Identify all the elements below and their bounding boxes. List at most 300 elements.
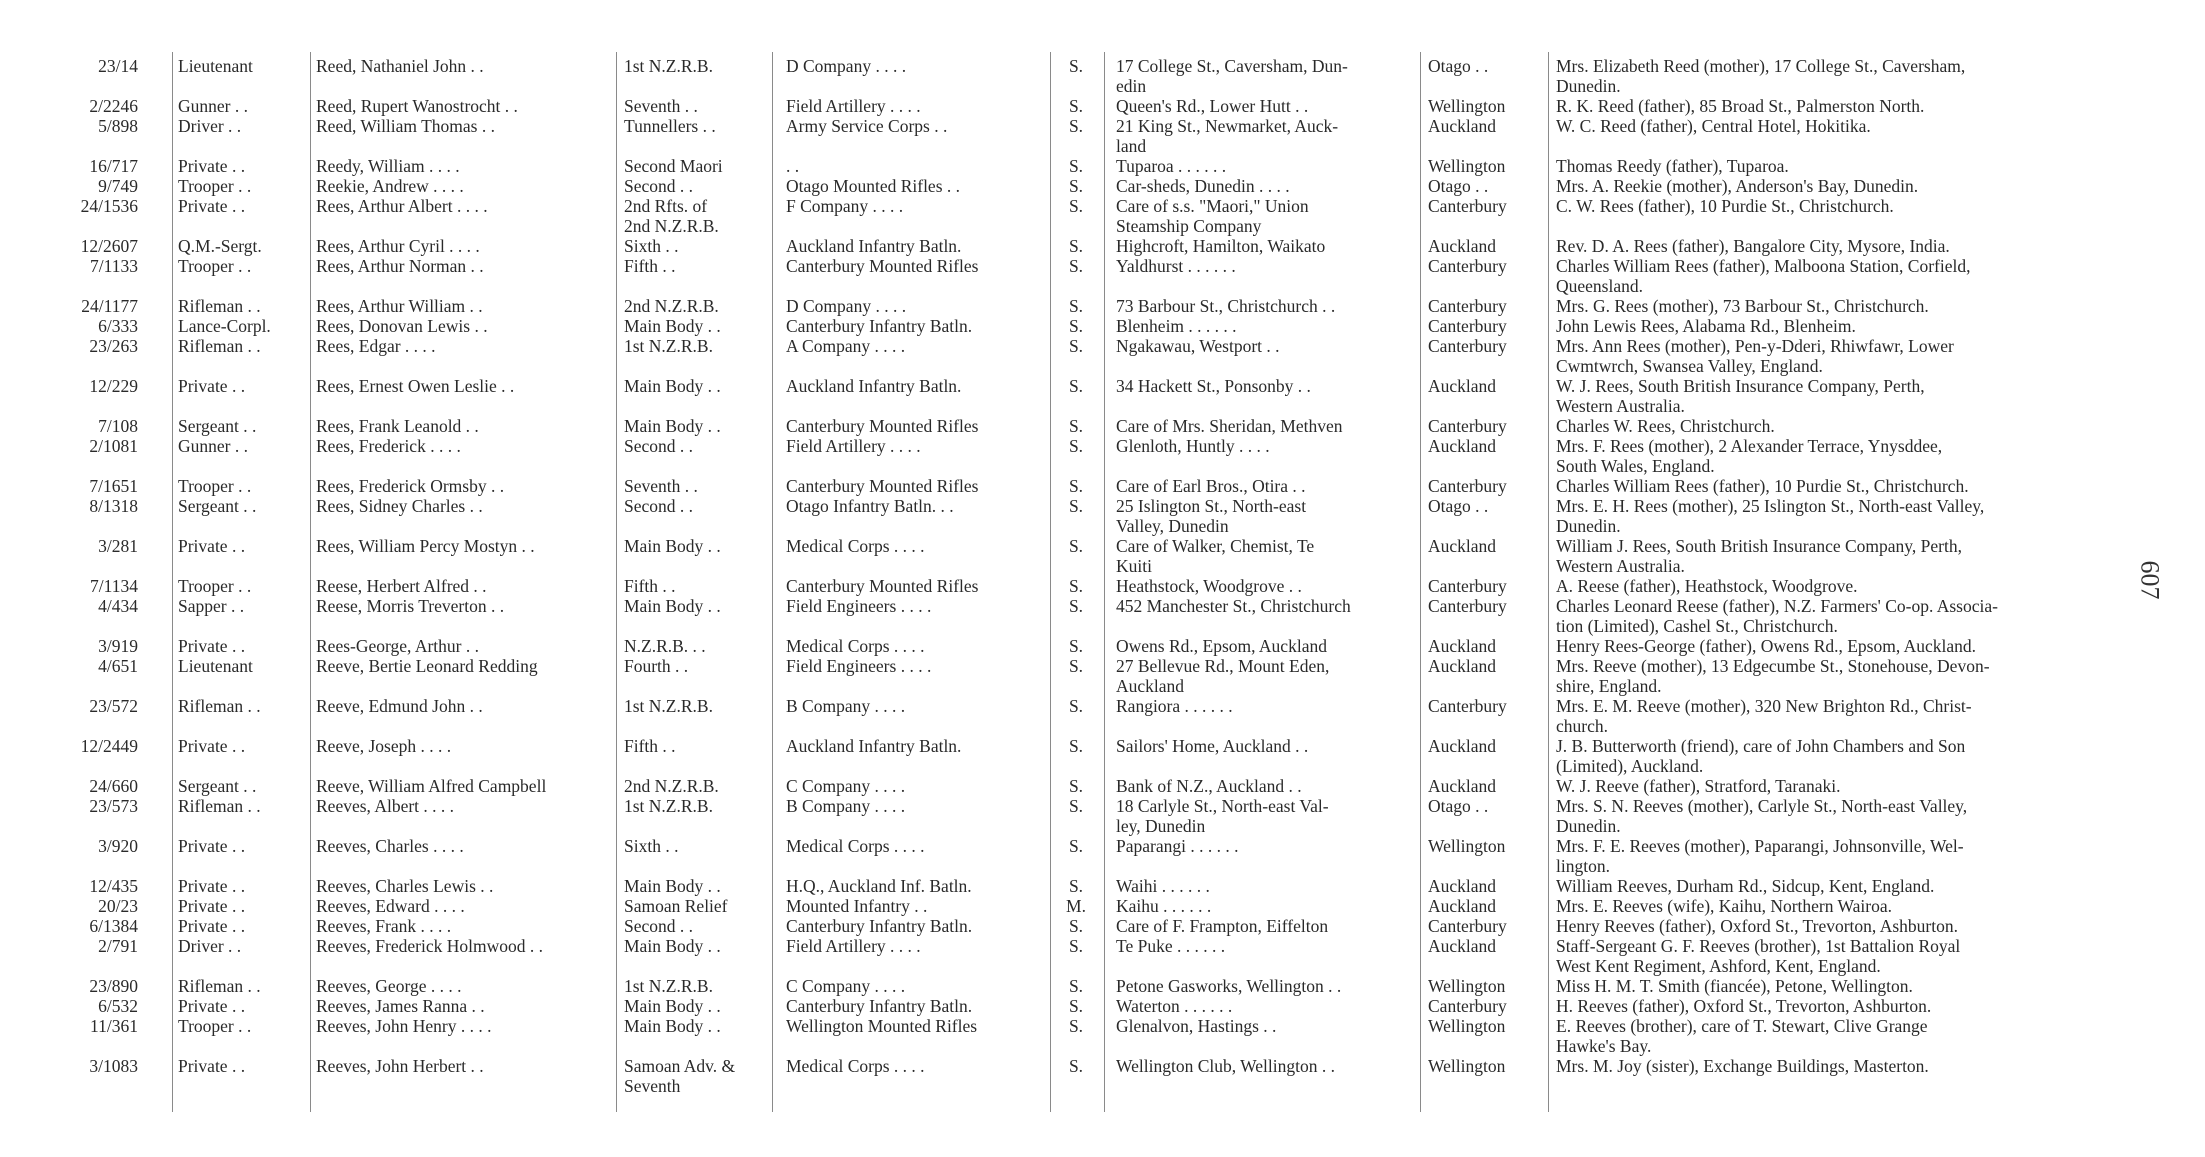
- draft-unit: 1st N.Z.R.B.: [624, 56, 713, 76]
- next-of-kin: H. Reeves (father), Oxford St., Trevorton, Ashburton.: [1556, 996, 1932, 1016]
- soldier-name: Reekie, Andrew . . . .: [316, 176, 464, 196]
- last-address: Kaihu . . . . . .: [1116, 896, 1212, 916]
- service-number: 2/2246: [89, 96, 138, 116]
- marital-status: S.: [1068, 176, 1084, 196]
- service-number: 11/361: [90, 1016, 138, 1036]
- district: Wellington: [1428, 836, 1506, 856]
- column-rule: [1420, 52, 1421, 1112]
- district: Canterbury: [1428, 336, 1507, 356]
- rank: Private . .: [178, 1056, 246, 1076]
- service-number: 7/108: [98, 416, 138, 436]
- company-corps: Canterbury Mounted Rifles: [786, 256, 979, 276]
- next-of-kin: Charles Leonard Reese (father), N.Z. Farmers' Co-op. Associa- tion (Limited), Cashel St., Christchurch.: [1556, 596, 1998, 636]
- last-address: Wellington Club, Wellington . .: [1116, 1056, 1336, 1076]
- soldier-name: Rees, Arthur Albert . . . .: [316, 196, 488, 216]
- draft-unit: 2nd Rfts. of 2nd N.Z.R.B.: [624, 196, 719, 236]
- rank: Private . .: [178, 896, 246, 916]
- rank: Q.M.-Sergt.: [178, 236, 262, 256]
- company-corps: Mounted Infantry . .: [786, 896, 928, 916]
- next-of-kin: William J. Rees, South British Insurance Company, Perth, Western Australia.: [1556, 536, 1962, 576]
- soldier-name: Rees, Frank Leanold . .: [316, 416, 479, 436]
- draft-unit: Second Maori: [624, 156, 723, 176]
- marital-status: S.: [1068, 156, 1084, 176]
- rank: Private . .: [178, 376, 246, 396]
- rank: Private . .: [178, 916, 246, 936]
- rank: Private . .: [178, 156, 246, 176]
- next-of-kin: Charles William Rees (father), Malboona Station, Corfield, Queensland.: [1556, 256, 1971, 296]
- rank: Rifleman . .: [178, 296, 261, 316]
- company-corps: Canterbury Mounted Rifles: [786, 476, 979, 496]
- last-address: Waterton . . . . . .: [1116, 996, 1233, 1016]
- service-number: 4/651: [98, 656, 138, 676]
- company-corps: Canterbury Mounted Rifles: [786, 416, 979, 436]
- soldier-name: Reed, Rupert Wanostrocht . .: [316, 96, 518, 116]
- district: Canterbury: [1428, 316, 1507, 336]
- soldier-name: Reeves, John Herbert . .: [316, 1056, 484, 1076]
- rank: Trooper . .: [178, 476, 252, 496]
- district: Auckland: [1428, 876, 1497, 896]
- marital-status: S.: [1068, 376, 1084, 396]
- soldier-name: Reed, William Thomas . .: [316, 116, 495, 136]
- service-number: 23/573: [89, 796, 138, 816]
- district: Auckland: [1428, 656, 1497, 676]
- service-number: 12/2449: [80, 736, 138, 756]
- service-number: 2/1081: [89, 436, 138, 456]
- service-number: 24/1177: [81, 296, 138, 316]
- rank: Driver . .: [178, 116, 242, 136]
- next-of-kin: Mrs. G. Rees (mother), 73 Barbour St., Christchurch.: [1556, 296, 1929, 316]
- rank: Lieutenant: [178, 656, 253, 676]
- next-of-kin: Staff-Sergeant G. F. Reeves (brother), 1st Battalion Royal West Kent Regiment, Ashford, Kent, England.: [1556, 936, 1961, 976]
- service-number: 3/281: [98, 536, 138, 556]
- rank: Trooper . .: [178, 256, 252, 276]
- company-corps: Field Engineers . . . .: [786, 656, 932, 676]
- company-corps: Medical Corps . . . .: [786, 1056, 925, 1076]
- company-corps: Auckland Infantry Batln.: [786, 736, 962, 756]
- rank: Gunner . .: [178, 436, 248, 456]
- company-corps: Army Service Corps . .: [786, 116, 948, 136]
- rank: Trooper . .: [178, 576, 252, 596]
- district: Wellington: [1428, 1056, 1506, 1076]
- last-address: 73 Barbour St., Christchurch . .: [1116, 296, 1336, 316]
- last-address: Owens Rd., Epsom, Auckland: [1116, 636, 1327, 656]
- district: Wellington: [1428, 156, 1506, 176]
- draft-unit: Second . .: [624, 916, 694, 936]
- district: Auckland: [1428, 236, 1497, 256]
- rank: Private . .: [178, 876, 246, 896]
- service-number: 20/23: [98, 896, 138, 916]
- rank: Private . .: [178, 196, 246, 216]
- column-rule: [172, 52, 173, 1112]
- service-number: 7/1651: [89, 476, 138, 496]
- soldier-name: Reeves, John Henry . . . .: [316, 1016, 492, 1036]
- last-address: Care of F. Frampton, Eiffelton: [1116, 916, 1329, 936]
- rank: Lance-Corpl.: [178, 316, 271, 336]
- service-number: 3/920: [98, 836, 138, 856]
- soldier-name: Reeve, Edmund John . .: [316, 696, 483, 716]
- district: Auckland: [1428, 376, 1497, 396]
- next-of-kin: Mrs. Ann Rees (mother), Pen-y-Dderi, Rhiwfawr, Lower Cwmtwrch, Swansea Valley, England.: [1556, 336, 1954, 376]
- service-number: 23/14: [98, 56, 138, 76]
- marital-status: S.: [1068, 1016, 1084, 1036]
- company-corps: D Company . . . .: [786, 296, 907, 316]
- service-number: 12/435: [89, 876, 138, 896]
- last-address: Petone Gasworks, Wellington . .: [1116, 976, 1342, 996]
- marital-status: M.: [1066, 896, 1086, 916]
- draft-unit: Main Body . .: [624, 596, 721, 616]
- draft-unit: Samoan Relief: [624, 896, 728, 916]
- company-corps: B Company . . . .: [786, 696, 906, 716]
- service-number: 5/898: [98, 116, 138, 136]
- district: Auckland: [1428, 636, 1497, 656]
- soldier-name: Reedy, William . . . .: [316, 156, 460, 176]
- draft-unit: Seventh . .: [624, 476, 698, 496]
- soldier-name: Reeves, Charles . . . .: [316, 836, 464, 856]
- draft-unit: Fourth . .: [624, 656, 689, 676]
- next-of-kin: J. B. Butterworth (friend), care of John Chambers and Son (Limited), Auckland.: [1556, 736, 1966, 776]
- soldier-name: Rees, Frederick . . . .: [316, 436, 461, 456]
- rank: Sergeant . .: [178, 776, 257, 796]
- last-address: 18 Carlyle St., North-east Val- ley, Dunedin: [1116, 796, 1329, 836]
- company-corps: Otago Infantry Batln. . .: [786, 496, 954, 516]
- next-of-kin: Charles W. Rees, Christchurch.: [1556, 416, 1775, 436]
- soldier-name: Reese, Herbert Alfred . .: [316, 576, 487, 596]
- rank: Lieutenant: [178, 56, 253, 76]
- service-number: 6/333: [98, 316, 138, 336]
- last-address: Heathstock, Woodgrove . .: [1116, 576, 1302, 596]
- service-number: 16/717: [89, 156, 138, 176]
- draft-unit: 1st N.Z.R.B.: [624, 796, 713, 816]
- soldier-name: Rees, Frederick Ormsby . .: [316, 476, 505, 496]
- marital-status: S.: [1068, 776, 1084, 796]
- rank: Rifleman . .: [178, 336, 261, 356]
- draft-unit: Main Body . .: [624, 316, 721, 336]
- draft-unit: 2nd N.Z.R.B.: [624, 776, 719, 796]
- column-rule: [310, 52, 311, 1112]
- marital-status: S.: [1068, 476, 1084, 496]
- marital-status: S.: [1068, 916, 1084, 936]
- soldier-name: Reeve, Joseph . . . .: [316, 736, 452, 756]
- next-of-kin: Mrs. E. H. Rees (mother), 25 Islington St., North-east Valley, Dunedin.: [1556, 496, 1985, 536]
- soldier-name: Reeves, Frederick Holmwood . .: [316, 936, 543, 956]
- company-corps: C Company . . . .: [786, 976, 906, 996]
- service-number: 2/791: [98, 936, 138, 956]
- service-number: 7/1134: [90, 576, 138, 596]
- marital-status: S.: [1068, 256, 1084, 276]
- district: Auckland: [1428, 936, 1497, 956]
- marital-status: S.: [1068, 696, 1084, 716]
- next-of-kin: Mrs. E. Reeves (wife), Kaihu, Northern Wairoa.: [1556, 896, 1893, 916]
- soldier-name: Rees, Ernest Owen Leslie . .: [316, 376, 515, 396]
- last-address: Tuparoa . . . . . .: [1116, 156, 1227, 176]
- marital-status: S.: [1068, 936, 1084, 956]
- last-address: Glenalvon, Hastings . .: [1116, 1016, 1277, 1036]
- next-of-kin: A. Reese (father), Heathstock, Woodgrove.: [1556, 576, 1858, 596]
- soldier-name: Reed, Nathaniel John . .: [316, 56, 484, 76]
- draft-unit: Main Body . .: [624, 536, 721, 556]
- district: Canterbury: [1428, 416, 1507, 436]
- marital-status: S.: [1068, 316, 1084, 336]
- soldier-name: Reeves, Frank . . . .: [316, 916, 452, 936]
- company-corps: H.Q., Auckland Inf. Batln.: [786, 876, 972, 896]
- soldier-name: Reese, Morris Treverton . .: [316, 596, 505, 616]
- draft-unit: Second . .: [624, 176, 694, 196]
- last-address: 27 Bellevue Rd., Mount Eden, Auckland: [1116, 656, 1330, 696]
- draft-unit: Main Body . .: [624, 936, 721, 956]
- column-rule: [1104, 52, 1105, 1112]
- company-corps: Medical Corps . . . .: [786, 636, 925, 656]
- last-address: Queen's Rd., Lower Hutt . .: [1116, 96, 1309, 116]
- last-address: Glenloth, Huntly . . . .: [1116, 436, 1270, 456]
- company-corps: Canterbury Infantry Batln.: [786, 996, 973, 1016]
- draft-unit: Seventh . .: [624, 96, 698, 116]
- rank: Private . .: [178, 536, 246, 556]
- next-of-kin: Mrs. Reeve (mother), 13 Edgecumbe St., Stonehouse, Devon- shire, England.: [1556, 656, 1990, 696]
- next-of-kin: W. J. Rees, South British Insurance Company, Perth, Western Australia.: [1556, 376, 1925, 416]
- company-corps: F Company . . . .: [786, 196, 904, 216]
- next-of-kin: Thomas Reedy (father), Tuparoa.: [1556, 156, 1789, 176]
- next-of-kin: W. C. Reed (father), Central Hotel, Hokitika.: [1556, 116, 1871, 136]
- service-number: 7/1133: [90, 256, 138, 276]
- marital-status: S.: [1068, 496, 1084, 516]
- company-corps: C Company . . . .: [786, 776, 906, 796]
- column-rule: [1050, 52, 1051, 1112]
- next-of-kin: Mrs. S. N. Reeves (mother), Carlyle St., North-east Valley, Dunedin.: [1556, 796, 1968, 836]
- company-corps: B Company . . . .: [786, 796, 906, 816]
- next-of-kin: Mrs. F. Rees (mother), 2 Alexander Terrace, Ynysddee, South Wales, England.: [1556, 436, 1943, 476]
- soldier-name: Rees, William Percy Mostyn . .: [316, 536, 535, 556]
- district: Otago . .: [1428, 56, 1489, 76]
- draft-unit: Second . .: [624, 496, 694, 516]
- next-of-kin: William Reeves, Durham Rd., Sidcup, Kent, England.: [1556, 876, 1935, 896]
- district: Canterbury: [1428, 596, 1507, 616]
- marital-status: S.: [1068, 576, 1084, 596]
- last-address: Sailors' Home, Auckland . .: [1116, 736, 1309, 756]
- soldier-name: Rees-George, Arthur . .: [316, 636, 479, 656]
- company-corps: Field Artillery . . . .: [786, 96, 921, 116]
- district: Auckland: [1428, 436, 1497, 456]
- district: Auckland: [1428, 736, 1497, 756]
- last-address: Waihi . . . . . .: [1116, 876, 1210, 896]
- soldier-name: Rees, Arthur William . .: [316, 296, 483, 316]
- next-of-kin: Charles William Rees (father), 10 Purdie St., Christchurch.: [1556, 476, 1969, 496]
- company-corps: A Company . . . .: [786, 336, 906, 356]
- service-number: 4/434: [98, 596, 138, 616]
- next-of-kin: Miss H. M. T. Smith (fiancée), Petone, Wellington.: [1556, 976, 1913, 996]
- district: Canterbury: [1428, 256, 1507, 276]
- marital-status: S.: [1068, 116, 1084, 136]
- last-address: Rangiora . . . . . .: [1116, 696, 1233, 716]
- district: Canterbury: [1428, 996, 1507, 1016]
- marital-status: S.: [1068, 56, 1084, 76]
- soldier-name: Reeve, Bertie Leonard Redding: [316, 656, 538, 676]
- next-of-kin: E. Reeves (brother), care of T. Stewart, Clive Grange Hawke's Bay.: [1556, 1016, 1928, 1056]
- district: Wellington: [1428, 96, 1506, 116]
- draft-unit: Main Body . .: [624, 416, 721, 436]
- rank: Private . .: [178, 636, 246, 656]
- last-address: Care of Earl Bros., Otira . .: [1116, 476, 1306, 496]
- draft-unit: N.Z.R.B. . .: [624, 636, 706, 656]
- next-of-kin: Mrs. Elizabeth Reed (mother), 17 College St., Caversham, Dunedin.: [1556, 56, 1966, 96]
- district: Auckland: [1428, 776, 1497, 796]
- district: Auckland: [1428, 116, 1497, 136]
- company-corps: Auckland Infantry Batln.: [786, 236, 962, 256]
- company-corps: Canterbury Infantry Batln.: [786, 916, 973, 936]
- company-corps: Field Artillery . . . .: [786, 436, 921, 456]
- next-of-kin: Henry Rees-George (father), Owens Rd., Epsom, Auckland.: [1556, 636, 1977, 656]
- next-of-kin: Mrs. M. Joy (sister), Exchange Buildings, Masterton.: [1556, 1056, 1929, 1076]
- marital-status: S.: [1068, 336, 1084, 356]
- draft-unit: Main Body . .: [624, 376, 721, 396]
- marital-status: S.: [1068, 196, 1084, 216]
- last-address: 34 Hackett St., Ponsonby . .: [1116, 376, 1311, 396]
- marital-status: S.: [1068, 636, 1084, 656]
- service-number: 24/1536: [80, 196, 138, 216]
- company-corps: . .: [786, 156, 800, 176]
- marital-status: S.: [1068, 236, 1084, 256]
- district: Wellington: [1428, 976, 1506, 996]
- next-of-kin: Henry Reeves (father), Oxford St., Trevorton, Ashburton.: [1556, 916, 1958, 936]
- district: Canterbury: [1428, 296, 1507, 316]
- next-of-kin: Mrs. A. Reekie (mother), Anderson's Bay, Dunedin.: [1556, 176, 1919, 196]
- rank: Private . .: [178, 736, 246, 756]
- marital-status: S.: [1068, 596, 1084, 616]
- company-corps: Medical Corps . . . .: [786, 536, 925, 556]
- company-corps: Canterbury Mounted Rifles: [786, 576, 979, 596]
- service-number: 6/532: [98, 996, 138, 1016]
- rank: Private . .: [178, 836, 246, 856]
- last-address: Bank of N.Z., Auckland . .: [1116, 776, 1302, 796]
- company-corps: Auckland Infantry Batln.: [786, 376, 962, 396]
- rank: Gunner . .: [178, 96, 248, 116]
- soldier-name: Rees, Sidney Charles . .: [316, 496, 483, 516]
- soldier-name: Reeves, George . . . .: [316, 976, 462, 996]
- service-number: 24/660: [89, 776, 138, 796]
- district: Canterbury: [1428, 696, 1507, 716]
- last-address: Highcroft, Hamilton, Waikato: [1116, 236, 1326, 256]
- draft-unit: 2nd N.Z.R.B.: [624, 296, 719, 316]
- soldier-name: Rees, Arthur Cyril . . . .: [316, 236, 480, 256]
- draft-unit: Samoan Adv. & Seventh: [624, 1056, 736, 1096]
- soldier-name: Reeves, Albert . . . .: [316, 796, 455, 816]
- marital-status: S.: [1068, 736, 1084, 756]
- marital-status: S.: [1068, 416, 1084, 436]
- column-rule: [772, 52, 773, 1112]
- soldier-name: Rees, Arthur Norman . .: [316, 256, 484, 276]
- service-number: 9/749: [98, 176, 138, 196]
- company-corps: Medical Corps . . . .: [786, 836, 925, 856]
- rank: Sergeant . .: [178, 496, 257, 516]
- rank: Trooper . .: [178, 1016, 252, 1036]
- next-of-kin: W. J. Reeve (father), Stratford, Taranaki.: [1556, 776, 1841, 796]
- marital-status: S.: [1068, 876, 1084, 896]
- last-address: Paparangi . . . . . .: [1116, 836, 1239, 856]
- next-of-kin: Mrs. E. M. Reeve (mother), 320 New Brighton Rd., Christ- church.: [1556, 696, 1972, 736]
- draft-unit: 1st N.Z.R.B.: [624, 336, 713, 356]
- service-number: 3/919: [98, 636, 138, 656]
- marital-status: S.: [1068, 296, 1084, 316]
- company-corps: Otago Mounted Rifles . .: [786, 176, 961, 196]
- district: Canterbury: [1428, 196, 1507, 216]
- last-address: 21 King St., Newmarket, Auck- land: [1116, 116, 1339, 156]
- marital-status: S.: [1068, 436, 1084, 456]
- rank: Rifleman . .: [178, 976, 261, 996]
- district: Otago . .: [1428, 796, 1489, 816]
- service-number: 23/572: [89, 696, 138, 716]
- next-of-kin: Mrs. F. E. Reeves (mother), Paparangi, Johnsonville, Wel- lington.: [1556, 836, 1964, 876]
- next-of-kin: Rev. D. A. Rees (father), Bangalore City, Mysore, India.: [1556, 236, 1950, 256]
- rank: Driver . .: [178, 936, 242, 956]
- service-number: 23/263: [89, 336, 138, 356]
- marital-status: S.: [1068, 656, 1084, 676]
- next-of-kin: John Lewis Rees, Alabama Rd., Blenheim.: [1556, 316, 1856, 336]
- last-address: Blenheim . . . . . .: [1116, 316, 1237, 336]
- draft-unit: Fifth . .: [624, 576, 676, 596]
- rank: Sergeant . .: [178, 416, 257, 436]
- service-number: 8/1318: [89, 496, 138, 516]
- district: Canterbury: [1428, 476, 1507, 496]
- marital-status: S.: [1068, 96, 1084, 116]
- district: Otago . .: [1428, 176, 1489, 196]
- draft-unit: Fifth . .: [624, 256, 676, 276]
- column-rule: [1548, 52, 1549, 1112]
- draft-unit: Main Body . .: [624, 1016, 721, 1036]
- draft-unit: Tunnellers . .: [624, 116, 716, 136]
- next-of-kin: R. K. Reed (father), 85 Broad St., Palmerston North.: [1556, 96, 1925, 116]
- draft-unit: Second . .: [624, 436, 694, 456]
- soldier-name: Reeves, Edward . . . .: [316, 896, 465, 916]
- last-address: Car-sheds, Dunedin . . . .: [1116, 176, 1290, 196]
- marital-status: S.: [1068, 1056, 1084, 1076]
- last-address: Ngakawau, Westport . .: [1116, 336, 1280, 356]
- service-number: 12/229: [89, 376, 138, 396]
- company-corps: Field Artillery . . . .: [786, 936, 921, 956]
- rank: Rifleman . .: [178, 796, 261, 816]
- last-address: 452 Manchester St., Christchurch: [1116, 596, 1351, 616]
- marital-status: S.: [1068, 836, 1084, 856]
- district: Canterbury: [1428, 576, 1507, 596]
- draft-unit: Main Body . .: [624, 996, 721, 1016]
- rank: Sapper . .: [178, 596, 245, 616]
- column-rule: [616, 52, 617, 1112]
- company-corps: D Company . . . .: [786, 56, 907, 76]
- soldier-name: Reeves, Charles Lewis . .: [316, 876, 494, 896]
- draft-unit: Main Body . .: [624, 876, 721, 896]
- district: Auckland: [1428, 896, 1497, 916]
- marital-status: S.: [1068, 796, 1084, 816]
- last-address: Care of Walker, Chemist, Te Kuiti: [1116, 536, 1315, 576]
- last-address: Te Puke . . . . . .: [1116, 936, 1226, 956]
- service-number: 12/2607: [80, 236, 138, 256]
- rank: Private . .: [178, 996, 246, 1016]
- soldier-name: Rees, Edgar . . . .: [316, 336, 436, 356]
- service-number: 3/1083: [89, 1056, 138, 1076]
- rank: Rifleman . .: [178, 696, 261, 716]
- service-number: 6/1384: [89, 916, 138, 936]
- soldier-name: Reeves, James Ranna . .: [316, 996, 485, 1016]
- last-address: 25 Islington St., North-east Valley, Dunedin: [1116, 496, 1307, 536]
- district: Canterbury: [1428, 916, 1507, 936]
- next-of-kin: C. W. Rees (father), 10 Purdie St., Christchurch.: [1556, 196, 1894, 216]
- soldier-name: Rees, Donovan Lewis . .: [316, 316, 488, 336]
- rank: Trooper . .: [178, 176, 252, 196]
- last-address: Care of s.s. "Maori," Union Steamship Company: [1116, 196, 1309, 236]
- last-address: 17 College St., Caversham, Dun- edin: [1116, 56, 1348, 96]
- company-corps: Canterbury Infantry Batln.: [786, 316, 973, 336]
- draft-unit: Fifth . .: [624, 736, 676, 756]
- district: Auckland: [1428, 536, 1497, 556]
- draft-unit: 1st N.Z.R.B.: [624, 696, 713, 716]
